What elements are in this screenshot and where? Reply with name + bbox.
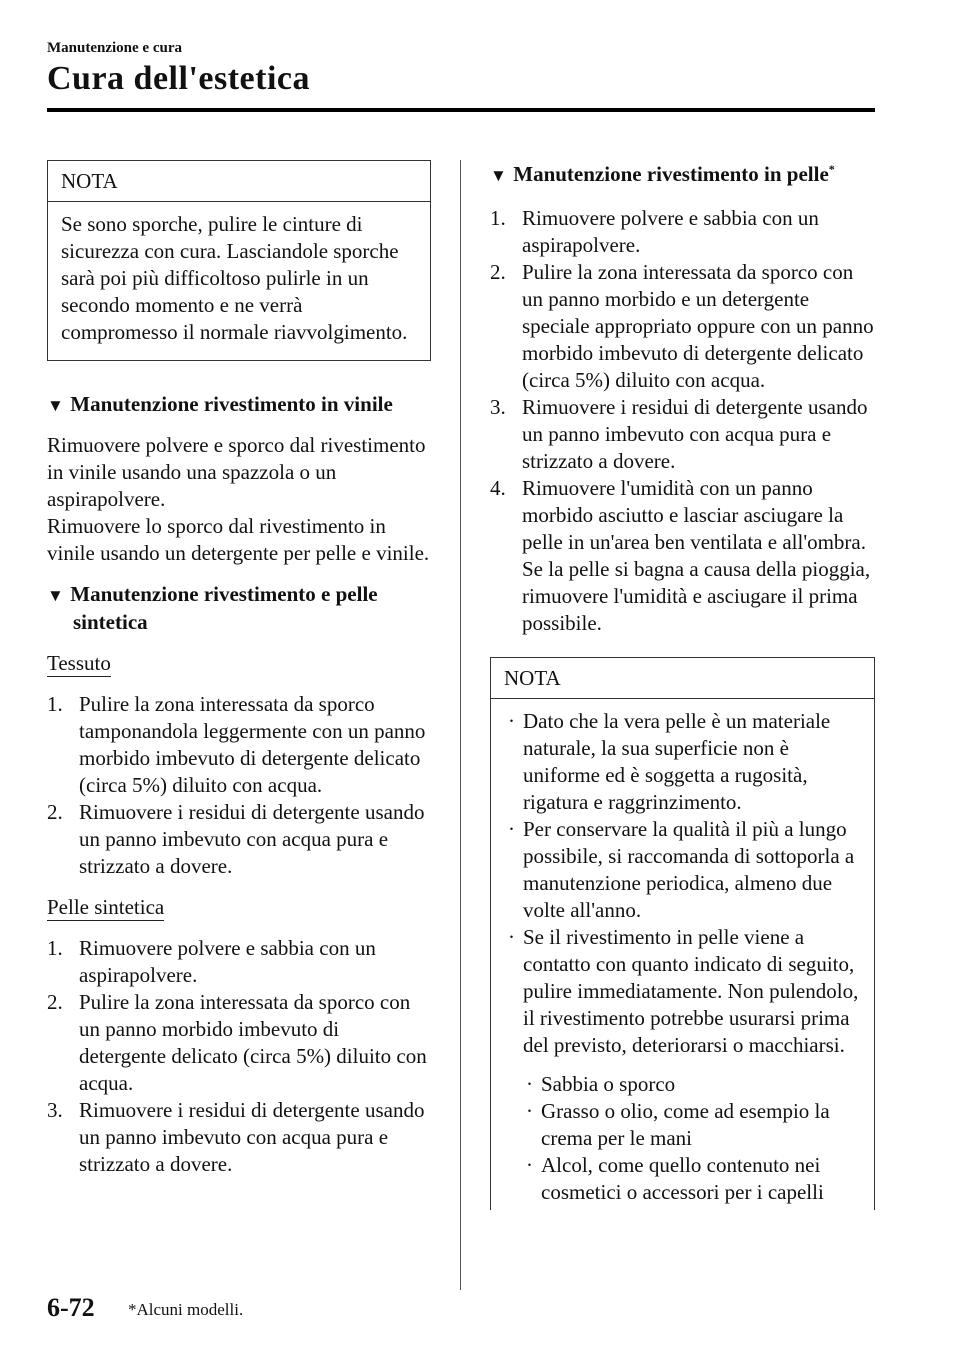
- footnote: *Alcuni modelli.: [128, 1300, 244, 1319]
- list-item: 2. Pulire la zona interessata da sporco con un panno morbido imbevuto di detergente delicato (circa 5%) diluito con acqua.: [47, 990, 427, 1095]
- list-item: 1. Pulire la zona interessata da sporco tamponandola leggermente con un panno morbido imbevuto di detergente delicato (circa 5%) diluito con acqua.: [47, 692, 426, 797]
- note-box-leather: [490, 657, 875, 1210]
- list-item: · Grasso o olio, come ad esempio la crema per le mani: [526, 1099, 830, 1150]
- list-item: · Dato che la vera pelle è un materiale naturale, la sua superficie non è uniforme ed è soggetta a rugosità, rigatura e raggrinzimento.: [508, 709, 831, 814]
- bullet-icon: ·: [526, 1099, 533, 1123]
- heading-synthetic-care: [47, 581, 431, 636]
- subheading-pelle-sintetica: Pelle sintetica: [47, 895, 165, 919]
- left-column: [47, 160, 431, 1178]
- title-rule: [47, 108, 875, 112]
- note-heading: NOTA: [491, 658, 874, 699]
- page-title: Cura dell'estetica: [47, 60, 310, 97]
- list-item: · Sabbia o sporco: [526, 1072, 676, 1096]
- list-item: 2. Rimuovere i residui di detergente usando un panno imbevuto con acqua pura e strizzato a dovere.: [47, 800, 425, 878]
- heading-text: Manutenzione rivestimento e pelle: [70, 582, 378, 606]
- triangle-marker-icon: ▼: [47, 586, 64, 605]
- column-divider: [460, 160, 461, 1290]
- leather-steps: [490, 205, 875, 637]
- paragraph: Rimuovere polvere e sporco dal rivestimento in vinile usando una spazzola o un aspirapolvere.: [47, 433, 426, 511]
- list-item: 3. Rimuovere i residui di detergente usando un panno imbevuto con acqua pura e strizzato a dovere.: [490, 395, 868, 473]
- heading-text-continued: sintetica: [73, 610, 148, 634]
- section-label: Manutenzione e cura: [47, 40, 182, 56]
- heading-leather-care: [490, 161, 875, 189]
- triangle-marker-icon: ▼: [47, 396, 64, 415]
- page-number: 6-72: [47, 1293, 95, 1322]
- note-box-seatbelts: [47, 160, 431, 361]
- bullet-icon: ·: [526, 1072, 533, 1096]
- tessuto-steps: [47, 691, 431, 880]
- list-item: · Per conservare la qualità il più a lungo possibile, si raccomanda di sottoporla a manutenzione periodica, almeno due volte all'anno.: [508, 817, 855, 922]
- note-body: [491, 699, 874, 1206]
- bullet-icon: ·: [508, 925, 515, 949]
- note-bullets: [505, 708, 861, 1059]
- note-text: Se sono sporche, pulire le cinture di sicurezza con cura. Lasciandole sporche sarà poi più difficoltoso pulirle in un secondo momento e ne verrà compromesso il normale riavvolgimento.: [61, 212, 408, 344]
- list-item: 1. Rimuovere polvere e sabbia con un aspirapolvere.: [47, 936, 376, 987]
- asterisk-marker: *: [828, 162, 835, 176]
- list-item: · Se il rivestimento in pelle viene a contatto con quanto indicato di seguito, pulire immediatamente. Non pulendolo, il rivestimento potrebbe usurarsi prima del previsto, deteriorarsi o macchiarsi.: [508, 925, 859, 1057]
- list-item: 1. Rimuovere polvere e sabbia con un aspirapolvere.: [490, 206, 819, 257]
- heading-vinyl-care: [47, 391, 431, 419]
- note-heading: NOTA: [48, 161, 430, 202]
- paragraph: Rimuovere lo sporco dal rivestimento in vinile usando un detergente per pelle e vinile.: [47, 514, 430, 565]
- note-sub-bullets: [505, 1071, 861, 1206]
- list-item: · Alcol, come quello contenuto nei cosmetici o accessori per i capelli: [526, 1153, 824, 1204]
- pelle-sintetica-steps: [47, 935, 431, 1178]
- bullet-icon: ·: [526, 1153, 533, 1177]
- triangle-marker-icon: ▼: [490, 166, 507, 185]
- list-item: 3. Rimuovere i residui di detergente usando un panno imbevuto con acqua pura e strizzato a dovere.: [47, 1098, 425, 1176]
- bullet-icon: ·: [508, 709, 515, 733]
- list-item: 4. Rimuovere l'umidità con un panno morbido asciutto e lasciar asciugare la pelle in un'area ben ventilata e all'ombra. Se la pelle si bagna a causa della pioggia, rimuovere l'umidità e asciugare il prima possibile.: [490, 476, 871, 635]
- right-column: [490, 160, 875, 1210]
- subheading-tessuto: Tessuto: [47, 651, 111, 675]
- heading-text: Manutenzione rivestimento in pelle: [513, 162, 829, 186]
- heading-text: Manutenzione rivestimento in vinile: [70, 392, 393, 416]
- list-item: 2. Pulire la zona interessata da sporco con un panno morbido e un detergente speciale appropriato oppure con un panno morbido imbevuto di detergente delicato (circa 5%) diluito con acqua.: [490, 260, 874, 392]
- bullet-icon: ·: [508, 817, 515, 841]
